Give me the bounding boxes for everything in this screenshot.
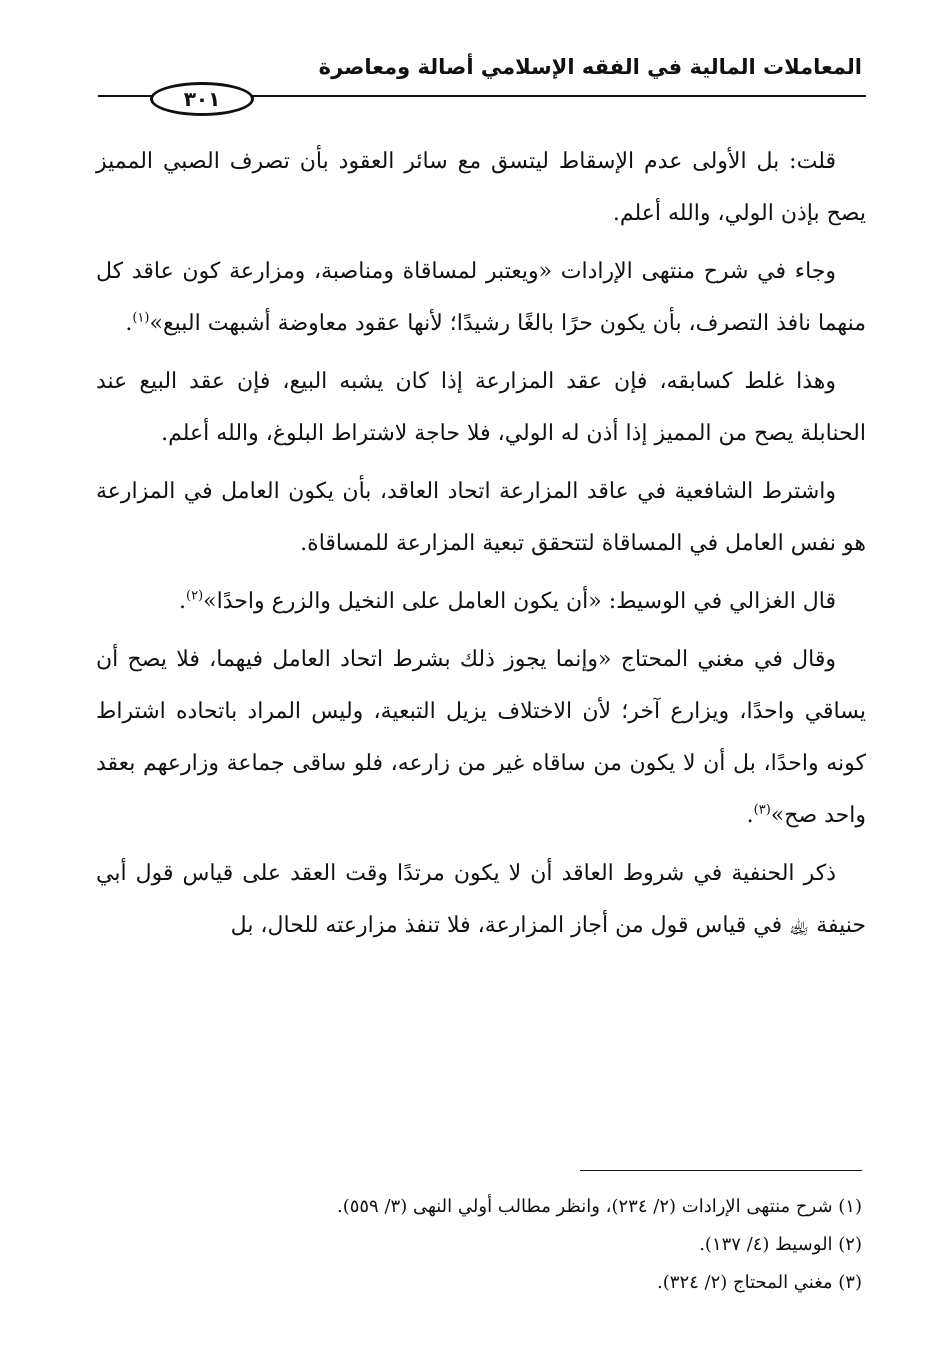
paragraph-3: وهذا غلط كسابقه، فإن عقد المزارعة إذا كان يشبه البيع، فإن عقد البيع عند الحنابلة يصح من المميز إذا أذن له الولي، فلا حاجة لاشتراط البلوغ، والله أعلم. [96, 369, 866, 446]
footnote-2: (٢) الوسيط (٤/ ١٣٧). [699, 1234, 862, 1255]
paragraph-2 [96, 246, 866, 350]
footnote-1: (١) شرح منتهى الإرادات (٢/ ٢٣٤)، وانظر مطالب أولي النهى (٣/ ٥٥٩). [336, 1196, 862, 1217]
paragraph-4: واشترط الشافعية في عاقد المزارعة اتحاد العاقد، بأن يكون العامل في المزارعة هو نفس العامل في المساقاة لتتحقق تبعية المزارعة للمساقاة. [96, 479, 866, 556]
footnote-ref-1: (١) [132, 310, 150, 326]
footnote-3: (٣) مغني المحتاج (٢/ ٣٢٤). [657, 1272, 862, 1293]
footnote-ref-3: (٣) [753, 802, 771, 818]
page-number-badge: ٣٠١ [150, 82, 254, 116]
paragraph-6 [96, 634, 866, 842]
footnote-separator [580, 1170, 862, 1171]
main-text [96, 136, 866, 958]
paragraph-5-text: قال الغزالي في الوسيط: «أن يكون العامل على النخيل والزرع واحدًا» [203, 589, 836, 614]
paragraph-2-text: وجاء في شرح منتهى الإرادات «ويعتبر لمساقاة ومناصبة، ومزارعة كون عاقد كل منهما نافذ التصرف، بأن يكون حرًا بالغًا رشيدًا؛ لأنها عقود معاوضة أشبهت البيع» [96, 259, 866, 336]
paragraph-1: قلت: بل الأولى عدم الإسقاط ليتسق مع سائر العقود بأن تصرف الصبي المميز يصح بإذن الولي، والله أعلم. [96, 149, 866, 226]
paragraph-5-end: . [179, 589, 187, 614]
paragraph-6-end: . [746, 803, 754, 828]
paragraph-2-end: . [125, 311, 133, 336]
paragraph-6-text: وقال في مغني المحتاج «وإنما يجوز ذلك بشرط اتحاد العامل فيهما، فلا يصح أن يساقي واحدًا، ويزارع آخر؛ لأن الاختلاف يزيل التبعية، وليس المراد باتحاده اشتراط كونه واحدًا، بل أن لا يكون من ساقاه غير من زارعه، فلو ساقى جماعة وزارعهم بعقد واحد صح» [96, 647, 866, 828]
footnote-ref-2: (٢) [186, 588, 204, 604]
paragraph-7: ذكر الحنفية في شروط العاقد أن لا يكون مرتدًا وقت العقد على قياس قول أبي حنيفة ﵀ في قياس قول من أجاز المزارعة، فلا تنفذ مزارعته للحال، بل [96, 861, 866, 938]
paragraph-5 [96, 576, 866, 628]
running-title: المعاملات المالية في الفقه الإسلامي أصالة ومعاصرة [318, 55, 862, 79]
footnotes [92, 1188, 862, 1302]
